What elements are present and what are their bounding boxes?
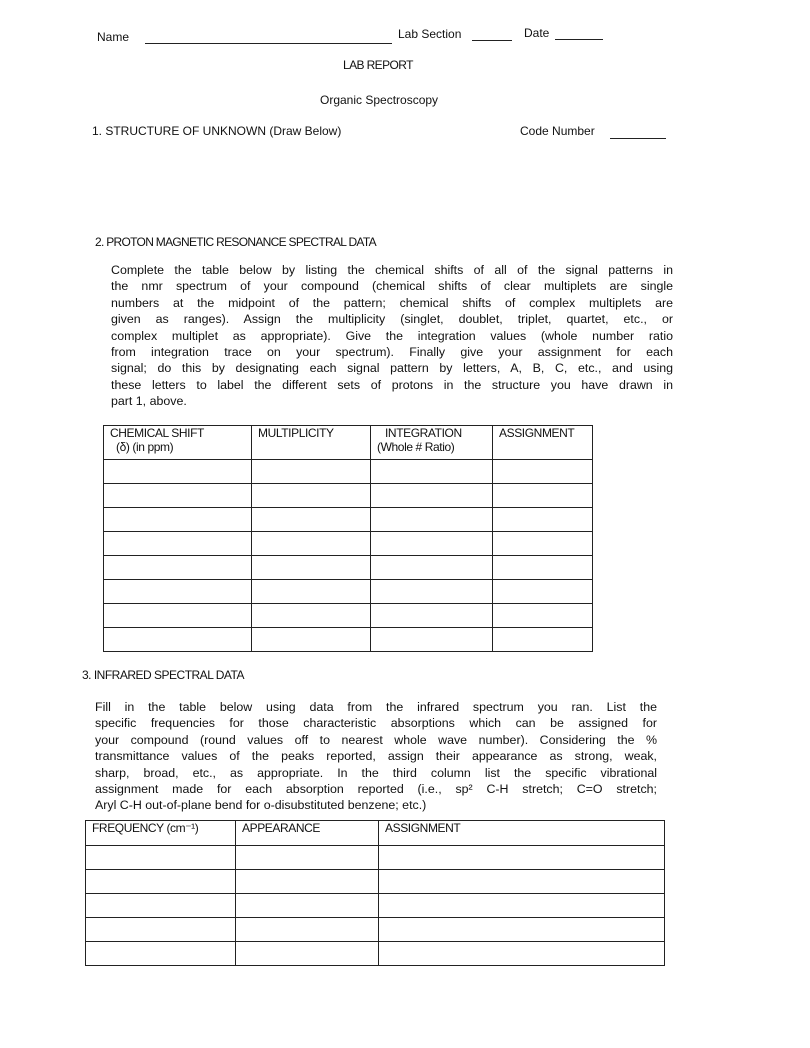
table-cell[interactable]	[104, 508, 252, 532]
table-cell[interactable]	[104, 628, 252, 652]
table-row	[104, 484, 593, 508]
header-multiplicity: MULTIPLICITY	[252, 426, 371, 460]
table-cell[interactable]	[252, 628, 371, 652]
header-frequency: FREQUENCY (cm⁻¹)	[86, 821, 236, 846]
table-row	[104, 460, 593, 484]
text-line: Fill in the table below using data from the infrared spectrum you ran. List the	[95, 700, 657, 714]
lab-section-field[interactable]	[472, 40, 512, 41]
text-line: these letters to label the different sets of protons in the structure you have drawn in	[111, 377, 673, 392]
section3-instructions	[95, 699, 657, 814]
table-cell[interactable]	[252, 460, 371, 484]
table-row	[104, 628, 593, 652]
table-cell[interactable]	[493, 604, 593, 628]
table-cell[interactable]	[379, 894, 665, 918]
text-line: specific frequencies for those characteristic absorptions which can be assigned for	[95, 716, 657, 731]
table-cell[interactable]	[236, 918, 379, 942]
text-line: your compound (round values off to nearest whole wave number). Considering the %	[95, 732, 657, 747]
text-line: sharp, broad, etc., as appropriate. In the third column list the specific vibrational	[95, 765, 657, 780]
text-line: signal; do this by designating each signal pattern by letters, A, B, C, etc., and using	[111, 361, 673, 376]
table-cell[interactable]	[379, 918, 665, 942]
table-cell[interactable]	[104, 604, 252, 628]
table-row	[86, 846, 665, 870]
header-integration: INTEGRATION (Whole # Ratio)	[371, 426, 493, 460]
table-row	[104, 604, 593, 628]
section1-title: 1. STRUCTURE OF UNKNOWN (Draw Below)	[92, 124, 342, 138]
table-cell[interactable]	[252, 604, 371, 628]
table-cell[interactable]	[104, 580, 252, 604]
table-cell[interactable]	[236, 870, 379, 894]
name-field[interactable]	[145, 43, 392, 44]
date-label: Date	[524, 26, 550, 40]
table-row	[86, 918, 665, 942]
table-cell[interactable]	[86, 870, 236, 894]
table-row	[86, 870, 665, 894]
table-cell[interactable]	[86, 918, 236, 942]
header-assignment: ASSIGNMENT	[493, 426, 593, 460]
table-row	[104, 532, 593, 556]
code-number-field[interactable]	[610, 138, 666, 139]
table-cell[interactable]	[252, 556, 371, 580]
table-cell[interactable]	[104, 532, 252, 556]
table-cell[interactable]	[371, 628, 493, 652]
table-cell[interactable]	[252, 580, 371, 604]
table-cell[interactable]	[86, 846, 236, 870]
text-line: from integration trace on your spectrum). Finally give your assignment for each	[111, 345, 673, 360]
section2-title: 2. PROTON MAGNETIC RESONANCE SPECTRAL DATA	[95, 235, 376, 249]
table-cell[interactable]	[252, 508, 371, 532]
table-cell[interactable]	[236, 942, 379, 966]
table-cell[interactable]	[379, 870, 665, 894]
table-cell[interactable]	[252, 532, 371, 556]
text-line: complex multiplet as appropriate). Give the integration values (whole number ratio	[111, 328, 673, 343]
table-cell[interactable]	[86, 942, 236, 966]
table-cell[interactable]	[493, 460, 593, 484]
text-line: assignment made for each absorption reported (i.e., sp² C-H stretch; C=O stretch;	[95, 782, 657, 797]
table-cell[interactable]	[493, 556, 593, 580]
table-cell[interactable]	[379, 846, 665, 870]
table-cell[interactable]	[371, 580, 493, 604]
table-row	[104, 556, 593, 580]
table-cell[interactable]	[371, 484, 493, 508]
header-chemical-shift: CHEMICAL SHIFT (δ) (in ppm)	[104, 426, 252, 460]
name-label: Name	[97, 30, 130, 44]
table-row	[104, 508, 593, 532]
nmr-data-table	[103, 425, 593, 652]
table-row	[86, 942, 665, 966]
text-line: given as ranges). Assign the multiplicity (singlet, doublet, triplet, quartet, etc., or	[111, 312, 673, 327]
table-cell[interactable]	[371, 532, 493, 556]
table-cell[interactable]	[236, 846, 379, 870]
text-line: Complete the table below by listing the chemical shifts of all of the signal patterns in	[111, 263, 673, 277]
text-line: Aryl C-H out-of-plane bend for o-disubstituted benzene; etc.)	[95, 798, 427, 813]
table-cell[interactable]	[371, 460, 493, 484]
table-cell[interactable]	[104, 556, 252, 580]
text-line: part 1, above.	[111, 394, 187, 409]
code-number-label: Code Number	[520, 124, 595, 138]
lab-section-label: Lab Section	[398, 27, 462, 41]
text-line: the nmr spectrum of your compound (chemical shifts of clear multiplets are single	[111, 279, 673, 294]
table-row	[86, 894, 665, 918]
table-cell[interactable]	[493, 532, 593, 556]
table-cell[interactable]	[371, 508, 493, 532]
table-cell[interactable]	[252, 484, 371, 508]
header-appearance: APPEARANCE	[236, 821, 379, 846]
table-cell[interactable]	[104, 460, 252, 484]
table-cell[interactable]	[379, 942, 665, 966]
text-line: numbers at the midpoint of the pattern; chemical shifts of complex multiplets are	[111, 295, 673, 310]
table-row	[104, 580, 593, 604]
table-cell[interactable]	[371, 604, 493, 628]
table-cell[interactable]	[493, 580, 593, 604]
table-cell[interactable]	[86, 894, 236, 918]
table-cell[interactable]	[493, 508, 593, 532]
table-cell[interactable]	[236, 894, 379, 918]
ir-data-table	[85, 820, 665, 966]
page-subtitle: Organic Spectroscopy	[320, 93, 439, 107]
date-field[interactable]	[555, 39, 603, 40]
table-cell[interactable]	[493, 484, 593, 508]
table-cell[interactable]	[371, 556, 493, 580]
page-title: LAB REPORT	[343, 58, 413, 72]
section3-title: 3. INFRARED SPECTRAL DATA	[82, 668, 244, 682]
table-cell[interactable]	[104, 484, 252, 508]
section2-instructions	[111, 262, 673, 410]
header-assignment: ASSIGNMENT	[379, 821, 665, 846]
table-cell[interactable]	[493, 628, 593, 652]
text-line: transmittance values of the peaks reported, assign their appearance as strong, weak,	[95, 749, 657, 764]
